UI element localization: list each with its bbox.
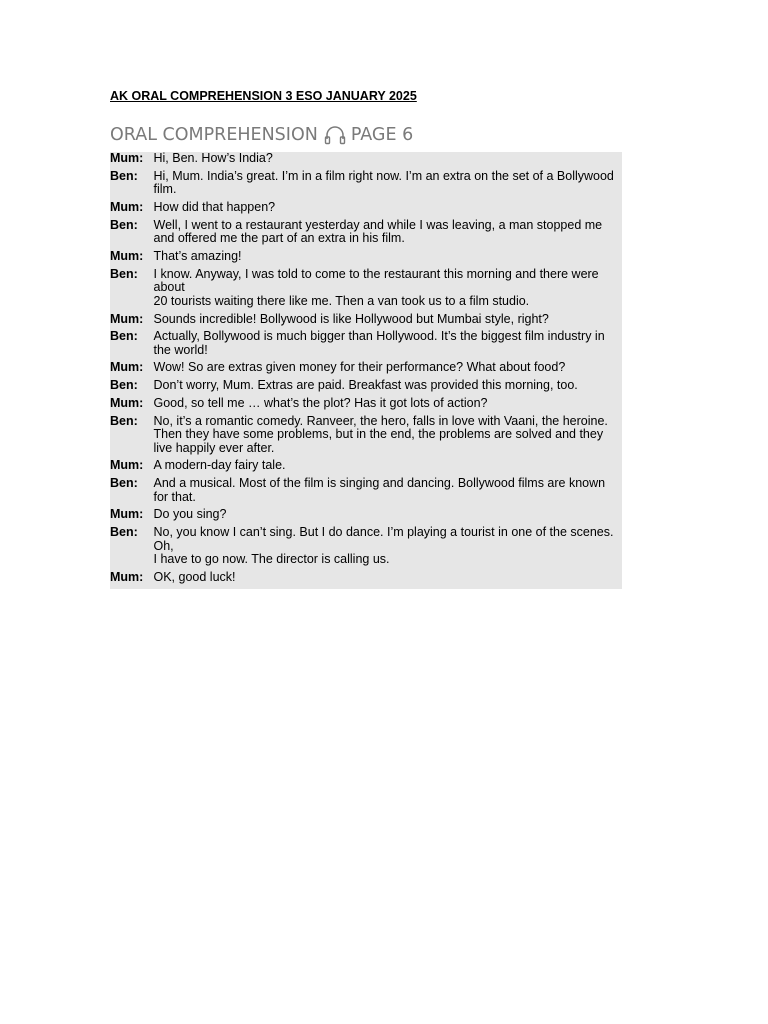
dialogue-line <box>154 313 623 327</box>
dialogue-line <box>154 459 623 473</box>
dialogue-line <box>154 268 623 309</box>
dialogue-line <box>154 477 623 504</box>
dialogue-text: Hi, Mum. India’s great. I’m in a film right now. I’m an extra on the set of a Bollywood film. <box>153 168 614 197</box>
dialogue-row <box>110 152 622 170</box>
speaker-label: Ben: <box>110 525 138 540</box>
dialogue-line <box>154 508 623 522</box>
speaker-label: Mum: <box>110 360 144 375</box>
dialogue-row <box>110 379 622 397</box>
dialogue-text: That’s amazing! <box>153 248 242 263</box>
dialogue-transcript <box>110 152 622 589</box>
dialogue-text: Wow! So are extras given money for their performance? What about food? <box>153 360 566 375</box>
dialogue-line <box>154 330 623 357</box>
dialogue-row <box>110 170 622 201</box>
speaker-label: Ben: <box>110 217 138 232</box>
dialogue-text: No, you know I can’t sing. But I do dance. I’m playing a tourist in one of the scenes. Oh, <box>153 525 614 553</box>
dialogue-text: Actually, Bollywood is much bigger than Hollywood. It’s the biggest film industry in the world! <box>153 329 605 357</box>
speaker-label: Mum: <box>110 248 144 263</box>
dialogue-row <box>110 330 622 361</box>
dialogue-text: A modern-day fairy tale. <box>153 458 286 473</box>
dialogue-text: I have to go now. The director is calling us. <box>153 552 390 567</box>
dialogue-line <box>154 219 623 246</box>
speaker-label: Ben: <box>110 266 138 281</box>
dialogue-text: Sounds incredible! Bollywood is like Hollywood but Mumbai style, right? <box>153 311 549 326</box>
dialogue-line <box>154 361 623 375</box>
dialogue-text: How did that happen? <box>153 199 276 214</box>
dialogue-row <box>110 415 622 460</box>
dialogue-row <box>110 201 622 219</box>
dialogue-text: Good, so tell me … what’s the plot? Has it got lots of action? <box>153 395 488 410</box>
dialogue-text: No, it’s a romantic comedy. Ranveer, the hero, falls in love with Vaani, the heroine. Then they have some problems, but in the end, the problems are solved and they live happily ever after. <box>153 413 608 455</box>
dialogue-row <box>110 459 622 477</box>
section-heading <box>110 125 413 145</box>
speaker-label: Ben: <box>110 329 138 344</box>
section-title-left: ORAL COMPREHENSION <box>110 125 318 145</box>
dialogue-row <box>110 397 622 415</box>
speaker-label: Mum: <box>110 458 144 473</box>
dialogue-text: And a musical. Most of the film is singing and dancing. Bollywood films are known for that. <box>153 476 606 504</box>
dialogue-text: OK, good luck! <box>153 569 236 584</box>
headphones-icon <box>324 125 346 145</box>
dialogue-line <box>154 379 623 393</box>
dialogue-line <box>154 526 623 567</box>
page-header-title: AK ORAL COMPREHENSION 3 ESO JANUARY 2025 <box>110 89 417 103</box>
dialogue-text: Hi, Ben. How’s India? <box>153 151 273 165</box>
dialogue-row <box>110 361 622 379</box>
dialogue-text: Don’t worry, Mum. Extras are paid. Breakfast was provided this morning, too. <box>153 378 578 393</box>
dialogue-text: 20 tourists waiting there like me. Then a van took us to a film studio. <box>153 293 530 308</box>
speaker-label: Ben: <box>110 476 138 491</box>
dialogue-row <box>110 268 622 313</box>
dialogue-line <box>154 201 623 215</box>
speaker-label: Mum: <box>110 311 144 326</box>
dialogue-row <box>110 508 622 526</box>
dialogue-row <box>110 477 622 508</box>
dialogue-line <box>154 152 623 166</box>
speaker-label: Mum: <box>110 151 144 165</box>
speaker-label: Mum: <box>110 569 144 584</box>
speaker-label: Mum: <box>110 199 144 214</box>
dialogue-line <box>154 397 623 411</box>
speaker-label: Ben: <box>110 168 138 183</box>
dialogue-row <box>110 219 622 250</box>
dialogue-line <box>154 250 623 264</box>
dialogue-text: Well, I went to a restaurant yesterday and while I was leaving, a man stopped me and offered me the part of an extra in his film. <box>153 217 603 246</box>
dialogue-text: Do you sing? <box>153 507 227 522</box>
dialogue-line <box>154 571 623 585</box>
dialogue-row <box>110 313 622 331</box>
section-title-right: PAGE 6 <box>350 125 414 145</box>
dialogue-text: I know. Anyway, I was told to come to the restaurant this morning and there were about <box>153 266 599 295</box>
speaker-label: Mum: <box>110 395 144 410</box>
dialogue-line <box>154 170 623 197</box>
dialogue-row <box>110 526 622 571</box>
speaker-label: Mum: <box>110 507 144 522</box>
dialogue-line <box>154 415 623 456</box>
dialogue-row <box>110 250 622 268</box>
speaker-label: Ben: <box>110 378 138 393</box>
speaker-label: Ben: <box>110 413 138 428</box>
dialogue-row <box>110 571 622 589</box>
